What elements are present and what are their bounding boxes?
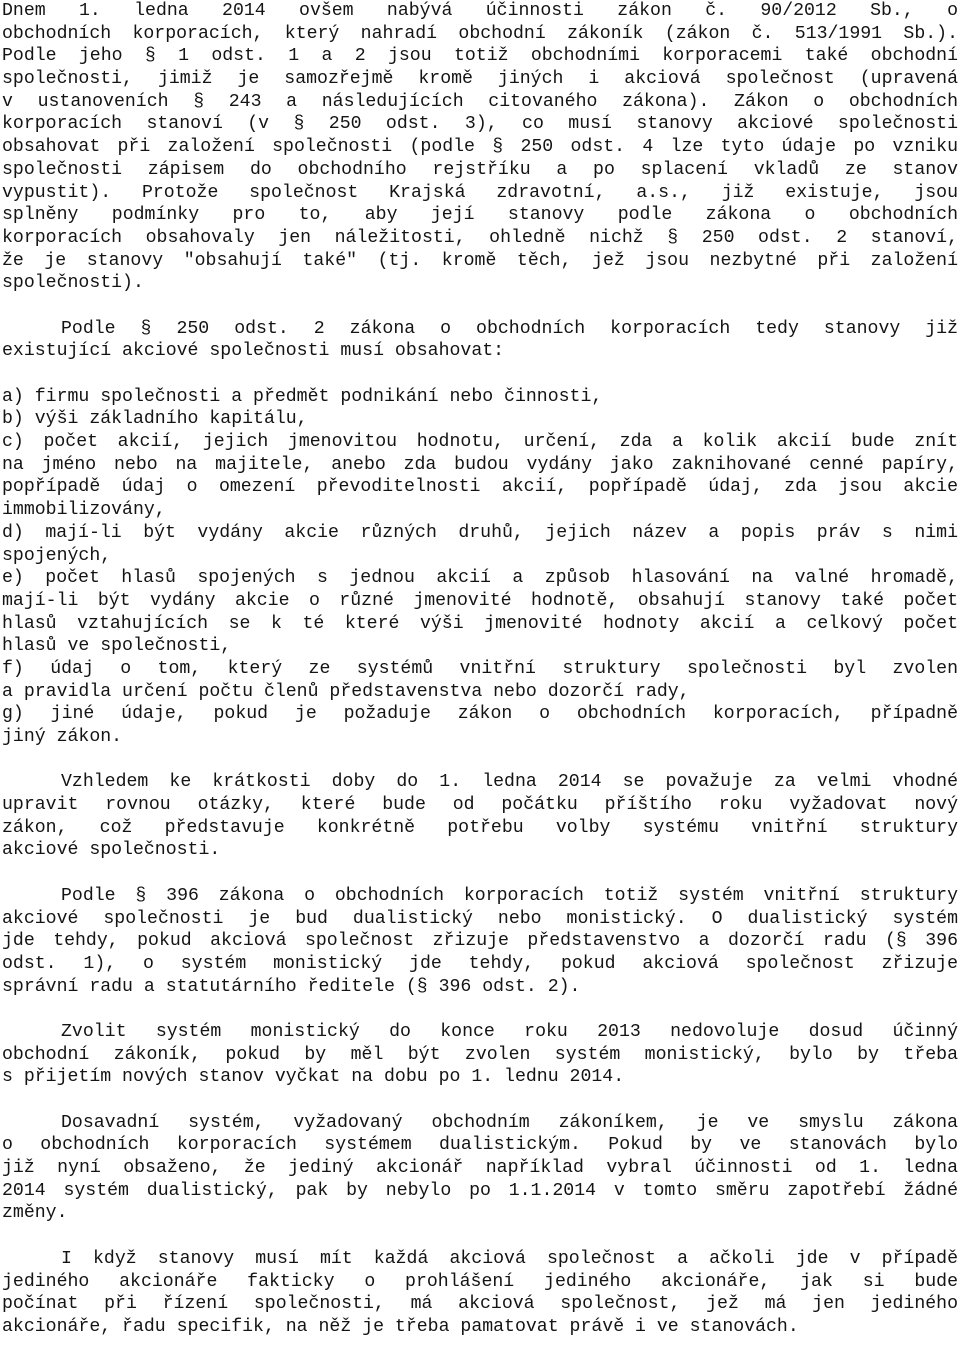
list-item: b) výši základního kapitálu, (2, 409, 308, 430)
list-item-continuation: immobilizovány, (2, 500, 166, 521)
text-line: splněny podmínky pro to, aby její stanovy podle zákona o obchodních (2, 205, 958, 226)
text-line: existující akciové společnosti musí obsahovat: (2, 341, 505, 362)
text-line: Vzhledem ke krátkosti doby do 1. ledna 2014 se považuje za velmi vhodné (61, 772, 958, 793)
text-line: zákon, což představuje konkrétně potřebu volby systému vnitřní struktury (2, 817, 958, 838)
paragraph-timing (2, 771, 958, 862)
text-line: upravit rovnou otázky, které bude od počátku příštího roku vyžadovat nový (2, 795, 958, 816)
text-line: obchodních korporacích, který nahradí obchodní zákoník (zákon č. 513/1991 Sb.). (2, 23, 958, 44)
list-item-continuation: na jméno nebo na majitele, anebo zda budou vydány jako zaknihované cenné papíry, (2, 454, 958, 475)
text-line: Dnem 1. ledna 2014 ovšem nabývá účinnosti zákon č. 90/2012 Sb., o (2, 1, 958, 21)
list-item-continuation: mají-li být vydány akcie o různé jmenovité hodnotě, obsahují stanovy také počet (2, 590, 958, 611)
paragraph-statute-requirements-intro (2, 318, 958, 363)
text-line: počínat při řízení společnosti, má akciová společnost, jež má jen jediného (2, 1294, 958, 1315)
text-line: že je stanovy "obsahují také" (tj. kromě těch, jež jsou nezbytné při založení (2, 250, 958, 271)
text-line: v ustanoveních § 243 a následujících citovaného zákona). Zákon o obchodních (2, 91, 958, 112)
list-item-continuation: jiný zákon. (2, 727, 123, 747)
list-item: d) mají-li být vydány akcie různých druhů, jejich název a popis práv s nimi (2, 522, 958, 543)
text-line: Podle § 396 zákona o obchodních korporacích totiž systém vnitřní struktury (61, 885, 958, 906)
text-line: Dosavadní systém, vyžadovaný obchodním zákoníkem, je ve smyslu zákona (61, 1112, 958, 1133)
text-line: změny. (2, 1203, 68, 1224)
text-line: obsahovat při založení společnosti (podle § 250 odst. 4 lze tyto údaje po vzniku (2, 137, 958, 158)
text-line: o obchodních korporacích systémem dualistickým. Pokud by ve stanovách bylo (2, 1135, 958, 1156)
text-line: obchodní zákoník, pokud by měl být zvolen systém monistický, bylo by třeba (2, 1044, 958, 1065)
text-line: jde tehdy, pokud akciová společnost zřizuje představenstvo a dozorčí radu (§ 396 (2, 931, 958, 952)
paragraph-dualistic-system (2, 1112, 958, 1225)
paragraph-monistic-system (2, 1021, 958, 1089)
list-item: a) firmu společnosti a předmět podnikání nebo činnosti, (2, 386, 603, 407)
text-line: správní radu a statutárního ředitele (§ 396 odst. 2). (2, 976, 581, 997)
text-line: s přijetím nových stanov vyčkat na dobu po 1. lednu 2014. (2, 1067, 625, 1088)
list-item-continuation: popřípadě údaj o omezení převoditelnosti akcií, popřípadě údaj, zda jsou akcie (2, 477, 958, 498)
text-line: odst. 1), o systém monistický jde tehdy, pokud akciová společnost zřizuje (2, 953, 958, 974)
requirements-list (2, 386, 958, 749)
text-line: 2014 systém dualistický, pak by nebylo po 1.1.2014 v tomto směru zapotřebí žádné (2, 1180, 958, 1201)
text-line: společnosti zápisem do obchodního rejstříku a po splacení vkladů ze stanov (2, 159, 958, 180)
text-line: akciové společnosti. (2, 840, 221, 861)
list-item: c) počet akcií, jejich jmenovitou hodnotu, určení, zda a kolik akcií bude znít (2, 432, 958, 453)
text-line: společnosti, jimiž je samozřejmě kromě jiných i akciová společnost (upravená (2, 69, 958, 90)
list-item-continuation: hlasů ve společnosti, (2, 636, 232, 657)
list-item-continuation: spojených, (2, 545, 112, 566)
text-line: korporacích stanoví (v § 250 odst. 3), co musí stanovy akciové společnosti (2, 114, 958, 135)
text-line: akciové společnosti je bud dualistický nebo monistický. O dualistický systém (2, 908, 958, 929)
text-line: I když stanovy musí mít každá akciová společnost a ačkoli jde v případě (61, 1248, 958, 1269)
text-line: společnosti). (2, 273, 144, 294)
paragraph-internal-structure (2, 885, 958, 998)
document-page (2, 0, 958, 1361)
list-item: f) údaj o tom, který ze systémů vnitřní struktury společnosti byl zvolen (2, 658, 958, 679)
text-line: Podle § 250 odst. 2 zákona o obchodních korporacích tedy stanovy již (61, 318, 958, 339)
text-line: Zvolit systém monistický do konce roku 2013 nedovoluje dosud účinný (61, 1021, 958, 1042)
paragraph-single-shareholder (2, 1248, 958, 1339)
list-item-continuation: a pravidla určení počtu členů představenstva nebo dozorčí rady, (2, 681, 690, 702)
text-line: akcionáře, řadu specifik, na něž je třeba pamatovat právě i ve stanovách. (2, 1316, 799, 1337)
text-line: vypustit). Protože společnost Krajská zdravotní, a.s., již existuje, jsou (2, 182, 958, 203)
text-line: Podle jeho § 1 odst. 1 a 2 jsou totiž obchodními korporacemi také obchodní (2, 46, 958, 67)
text-line: korporacích obsahovaly jen náležitosti, ohledně nichž § 250 odst. 2 stanoví, (2, 227, 958, 248)
paragraph-effective-date (2, 0, 958, 295)
list-item-continuation: hlasů vztahujících se k té které výši jmenovité hodnoty akcií a celkový počet (2, 613, 958, 634)
list-item: g) jiné údaje, pokud je požaduje zákon o obchodních korporacích, případně (2, 704, 958, 725)
list-item: e) počet hlasů spojených s jednou akcií a způsob hlasování na valné hromadě, (2, 568, 958, 589)
text-line: již nyní obsaženo, že jediný akcionář například vybral účinnosti od 1. ledna (2, 1158, 958, 1179)
text-line: jediného akcionáře fakticky o prohlášení jediného akcionáře, jak si bude (2, 1271, 958, 1292)
